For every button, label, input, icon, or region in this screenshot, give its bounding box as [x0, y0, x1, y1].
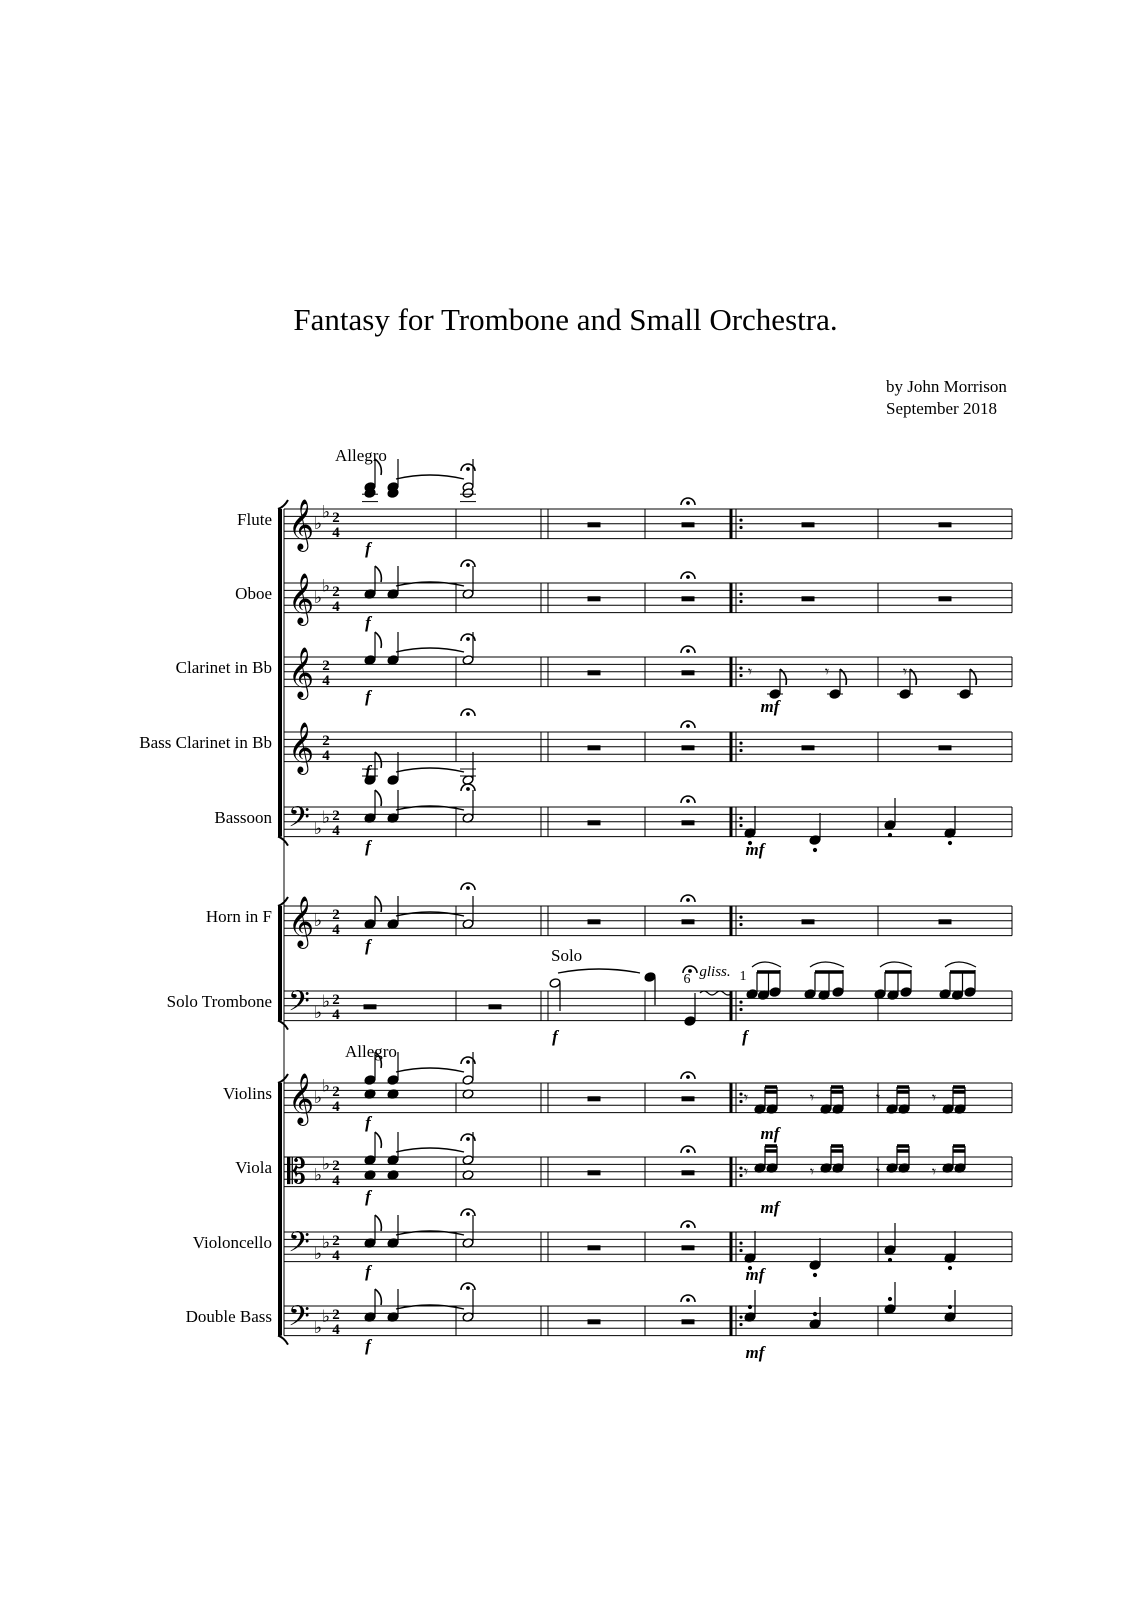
fermata-dot	[687, 1299, 690, 1302]
slur	[880, 962, 912, 967]
dynamic-marking: f	[365, 539, 371, 558]
dynamic-marking: f	[365, 1187, 371, 1206]
instrument-label: Double Bass	[185, 1307, 272, 1326]
tie	[396, 768, 464, 772]
half-notehead	[549, 978, 561, 989]
repeat-dot	[739, 916, 742, 919]
flat-icon: ♭	[314, 910, 323, 931]
dynamic-marking: f	[365, 1113, 371, 1132]
treble-clef-icon: 𝄞	[288, 647, 315, 698]
flat-icon: ♭	[314, 1003, 323, 1024]
measure-rest	[364, 1005, 376, 1009]
bracket-bottom	[278, 1021, 288, 1030]
instrument-label: Clarinet in Bb	[175, 658, 272, 677]
dynamic-marking: f	[365, 1336, 371, 1355]
fermata-dot	[467, 1138, 470, 1141]
measure-rest	[588, 597, 600, 601]
dynamic-marking: f	[365, 762, 371, 781]
repeat-dot	[739, 749, 742, 752]
eighth-rest-icon: 𝄾	[875, 1162, 881, 1181]
time-signature-top: 2	[322, 733, 330, 749]
quarter-notehead	[684, 1016, 696, 1027]
instrument-label: Solo Trombone	[166, 992, 272, 1011]
staves-layer	[278, 500, 1012, 1345]
time-signature-bottom: 4	[332, 1173, 340, 1189]
eighth-rest-icon: 𝄾	[875, 1088, 881, 1107]
time-signature-bottom: 4	[332, 1007, 340, 1023]
measure-rest	[682, 746, 694, 750]
dynamic-marking: f	[552, 1027, 558, 1046]
treble-clef-icon: 𝄞	[288, 499, 315, 550]
slur	[945, 962, 976, 967]
flat-icon: ♭	[322, 1307, 331, 1328]
composer-name: by John Morrison	[886, 377, 1007, 396]
measure-rest	[939, 523, 951, 527]
fermata-dot	[467, 564, 470, 567]
music-layer	[362, 459, 976, 1329]
time-signature-bottom: 4	[332, 823, 340, 839]
slur	[752, 962, 781, 967]
quarter-notehead	[900, 987, 912, 998]
eighth-rest-icon: 𝄾	[743, 1088, 749, 1107]
repeat-dot	[739, 817, 742, 820]
repeat-dot	[739, 1316, 742, 1319]
eighth-flag	[375, 1132, 381, 1148]
flat-icon: ♭	[314, 819, 323, 840]
eighth-rest-icon: 𝄾	[743, 1162, 749, 1181]
repeat-dot	[739, 526, 742, 529]
eighth-rest-icon: 𝄾	[809, 1162, 815, 1181]
quarter-notehead	[364, 655, 376, 666]
strings-bracket	[278, 1074, 288, 1345]
bass-clef-icon: 𝄢	[288, 1226, 310, 1266]
fermata-dot	[687, 1150, 690, 1153]
staccato-dot	[888, 1297, 891, 1300]
gliss-wave	[700, 991, 732, 995]
fermata-dot	[687, 899, 690, 902]
quarter-notehead	[769, 987, 781, 998]
time-signature-bottom: 4	[332, 1248, 340, 1264]
fermata-dot	[467, 887, 470, 890]
dynamic-marking: mf	[760, 1124, 780, 1143]
tie	[396, 648, 464, 652]
fermata-dot	[467, 788, 470, 791]
fermata-dot	[687, 1076, 690, 1079]
measure-rest	[588, 1171, 600, 1175]
fermata-dot	[467, 713, 470, 716]
fermata-dot	[467, 1287, 470, 1290]
repeat-dot	[739, 1001, 742, 1004]
dynamic-marking: f	[365, 613, 371, 632]
quarter-notehead	[832, 987, 844, 998]
fermata-dot	[687, 576, 690, 579]
measure-rest	[682, 671, 694, 675]
measure-rest	[588, 1320, 600, 1324]
flat-icon: ♭	[322, 1154, 331, 1175]
eighth-flag	[375, 790, 381, 806]
quarter-notehead	[387, 655, 399, 666]
treble-clef-icon: 𝄞	[288, 573, 315, 624]
quarter-notehead	[939, 989, 951, 1000]
dynamic-marking: f	[365, 837, 371, 856]
repeat-dot	[739, 1249, 742, 1252]
dynamic-marking: f	[365, 936, 371, 955]
alto-clef-icon: 𝄡	[287, 1152, 306, 1192]
flat-icon: ♭	[322, 808, 331, 829]
flat-icon: ♭	[322, 1076, 331, 1097]
tie	[396, 1068, 464, 1072]
eighth-flag	[375, 896, 381, 912]
tie	[558, 969, 640, 973]
time-signature-top: 2	[332, 992, 340, 1008]
measure-rest	[682, 821, 694, 825]
half-notehead	[462, 655, 474, 666]
bracket-top	[278, 1074, 288, 1083]
instrument-label: Violoncello	[192, 1233, 272, 1252]
bass-clef-icon: 𝄢	[288, 1300, 310, 1340]
slur	[810, 962, 844, 967]
instrument-label: Bassoon	[214, 808, 272, 827]
half-notehead	[462, 1075, 474, 1086]
staccato-dot	[948, 1266, 951, 1269]
time-signature-bottom: 4	[322, 673, 330, 689]
time-signature-bottom: 4	[332, 525, 340, 541]
quarter-notehead	[387, 775, 399, 786]
quarter-notehead	[874, 989, 886, 1000]
measure-rest	[489, 1005, 501, 1009]
measure-rest	[588, 1246, 600, 1250]
flat-icon: ♭	[314, 1244, 323, 1265]
staff-flute	[284, 509, 1012, 539]
measure-rest	[588, 920, 600, 924]
measure-rest	[682, 1171, 694, 1175]
instrument-label: Oboe	[235, 584, 272, 603]
time-signature-top: 2	[332, 808, 340, 824]
flat-icon: ♭	[322, 502, 331, 523]
repeat-dot	[739, 824, 742, 827]
repeat-dot	[739, 1323, 742, 1326]
time-signature-top: 2	[332, 1307, 340, 1323]
eighth-rest-icon: 𝄾	[809, 1088, 815, 1107]
quarter-notehead	[364, 1075, 376, 1086]
bass-clef-icon: 𝄢	[288, 801, 310, 841]
instrument-label: Horn in F	[205, 907, 272, 926]
score-title: Fantasy for Trombone and Small Orchestra.	[293, 302, 838, 337]
quarter-notehead	[364, 1155, 376, 1166]
quarter-notehead	[644, 972, 656, 983]
dynamic-marking: f	[365, 687, 371, 706]
measure-rest	[588, 746, 600, 750]
woodwind-bracket	[278, 500, 288, 846]
staccato-dot	[948, 841, 951, 844]
brass-bracket	[278, 897, 288, 1030]
dynamic-marking: mf	[745, 1343, 765, 1362]
treble-clef-icon: 𝄞	[288, 896, 315, 947]
bracket-bottom	[278, 1336, 288, 1345]
time-signature-bottom: 4	[332, 599, 340, 615]
quarter-notehead	[387, 1155, 399, 1166]
staccato-dot	[948, 1305, 951, 1308]
staccato-dot	[888, 1258, 891, 1261]
dynamic-marking: f	[365, 1262, 371, 1281]
time-signature-top: 2	[332, 1084, 340, 1100]
flat-icon: ♭	[314, 1165, 323, 1186]
tempo-marking-winds: Allegro	[335, 446, 387, 465]
time-signature-bottom: 4	[332, 922, 340, 938]
tie	[396, 475, 464, 479]
measure-rest	[682, 523, 694, 527]
measure-rest	[682, 920, 694, 924]
fermata-dot	[687, 725, 690, 728]
measure-rest	[588, 671, 600, 675]
bass-clef-icon: 𝄢	[288, 985, 310, 1025]
repeat-dot	[739, 600, 742, 603]
staccato-dot	[888, 833, 891, 836]
measure-rest	[939, 746, 951, 750]
instrument-label: Flute	[237, 510, 272, 529]
fermata-dot	[467, 468, 470, 471]
treble-clef-icon: 𝄞	[288, 722, 315, 773]
half-notehead	[462, 1155, 474, 1166]
time-signature-top: 2	[322, 658, 330, 674]
eighth-flag	[375, 632, 381, 648]
dynamic-marking: mf	[745, 1265, 765, 1284]
eighth-rest-icon: 𝄾	[747, 662, 753, 681]
composition-date: September 2018	[886, 399, 997, 418]
fermata-dot	[687, 502, 690, 505]
staccato-dot	[813, 1273, 816, 1276]
measure-rest	[682, 1246, 694, 1250]
eighth-flag	[375, 566, 381, 582]
bracket-bottom	[278, 837, 288, 846]
fermata-dot	[687, 1225, 690, 1228]
fermata-dot	[687, 800, 690, 803]
time-signature-top: 2	[332, 584, 340, 600]
quarter-notehead	[387, 1075, 399, 1086]
eighth-flag	[375, 1215, 381, 1231]
rehearsal-number: 1	[739, 969, 747, 984]
time-signature-top: 2	[332, 510, 340, 526]
eighth-rest-icon: 𝄾	[931, 1162, 937, 1181]
treble-clef-icon: 𝄞	[288, 1073, 315, 1124]
measure-rest	[682, 597, 694, 601]
measure-rest	[939, 597, 951, 601]
repeat-dot	[739, 1093, 742, 1096]
repeat-dot	[739, 1242, 742, 1245]
tie	[396, 912, 464, 916]
repeat-dot	[739, 923, 742, 926]
bracket-top	[278, 897, 288, 906]
flat-icon: ♭	[314, 587, 323, 608]
tempo-marking-strings: Allegro	[345, 1042, 397, 1061]
repeat-dot	[739, 1174, 742, 1177]
measure-rest	[802, 523, 814, 527]
flat-icon: ♭	[322, 576, 331, 597]
bracket-top	[278, 500, 288, 509]
dynamic-marking: f	[742, 1027, 748, 1046]
measure-rest	[588, 523, 600, 527]
measure-rest	[682, 1097, 694, 1101]
eighth-flag	[375, 1289, 381, 1305]
staccato-dot	[813, 848, 816, 851]
fermata-dot	[467, 1061, 470, 1064]
repeat-dot	[739, 667, 742, 670]
flat-icon: ♭	[314, 1087, 323, 1108]
flat-icon: ♭	[314, 1318, 323, 1339]
measure-rest	[682, 1320, 694, 1324]
instrument-label: Viola	[235, 1158, 272, 1177]
repeat-dot	[739, 674, 742, 677]
time-signature-bottom: 4	[322, 748, 330, 764]
time-signature-bottom: 4	[332, 1099, 340, 1115]
repeat-dot	[739, 1008, 742, 1011]
solo-marking: Solo	[551, 946, 583, 965]
quarter-notehead	[884, 1304, 896, 1315]
time-signature-top: 2	[332, 907, 340, 923]
flat-icon: ♭	[322, 1233, 331, 1254]
quarter-notehead	[964, 987, 976, 998]
eighth-rest-icon: 𝄾	[931, 1088, 937, 1107]
time-signature-top: 2	[332, 1158, 340, 1174]
eighth-rest-icon: 𝄾	[902, 662, 908, 681]
measure-rest	[802, 746, 814, 750]
measure-rest	[588, 821, 600, 825]
tuplet-number: 6	[683, 972, 691, 987]
measure-rest	[802, 597, 814, 601]
staccato-dot	[748, 1305, 751, 1308]
gliss-marking: gliss.	[699, 964, 731, 980]
time-signature-top: 2	[332, 1233, 340, 1249]
repeat-dot	[739, 1100, 742, 1103]
time-signature-bottom: 4	[332, 1322, 340, 1338]
tie	[396, 1148, 464, 1152]
staff-bass-clarinet-in-bb	[284, 732, 1012, 762]
measure-rest	[939, 920, 951, 924]
eighth-rest-icon: 𝄾	[824, 662, 830, 681]
fermata-dot	[467, 1213, 470, 1216]
instrument-label: Bass Clarinet in Bb	[139, 733, 272, 752]
repeat-dot	[739, 1167, 742, 1170]
fermata-dot	[467, 638, 470, 641]
measure-rest	[802, 920, 814, 924]
flat-icon: ♭	[322, 992, 331, 1013]
fermata-dot	[687, 650, 690, 653]
flat-icon: ♭	[314, 513, 323, 534]
staccato-dot	[813, 1312, 816, 1315]
dynamic-marking: mf	[760, 697, 780, 716]
quarter-notehead	[746, 989, 758, 1000]
dynamic-marking: mf	[760, 1198, 780, 1217]
quarter-notehead	[804, 989, 816, 1000]
repeat-dot	[739, 519, 742, 522]
repeat-dot	[739, 593, 742, 596]
repeat-dot	[739, 742, 742, 745]
instrument-label: Violins	[222, 1084, 272, 1103]
dynamic-marking: mf	[745, 840, 765, 859]
measure-rest	[588, 1097, 600, 1101]
